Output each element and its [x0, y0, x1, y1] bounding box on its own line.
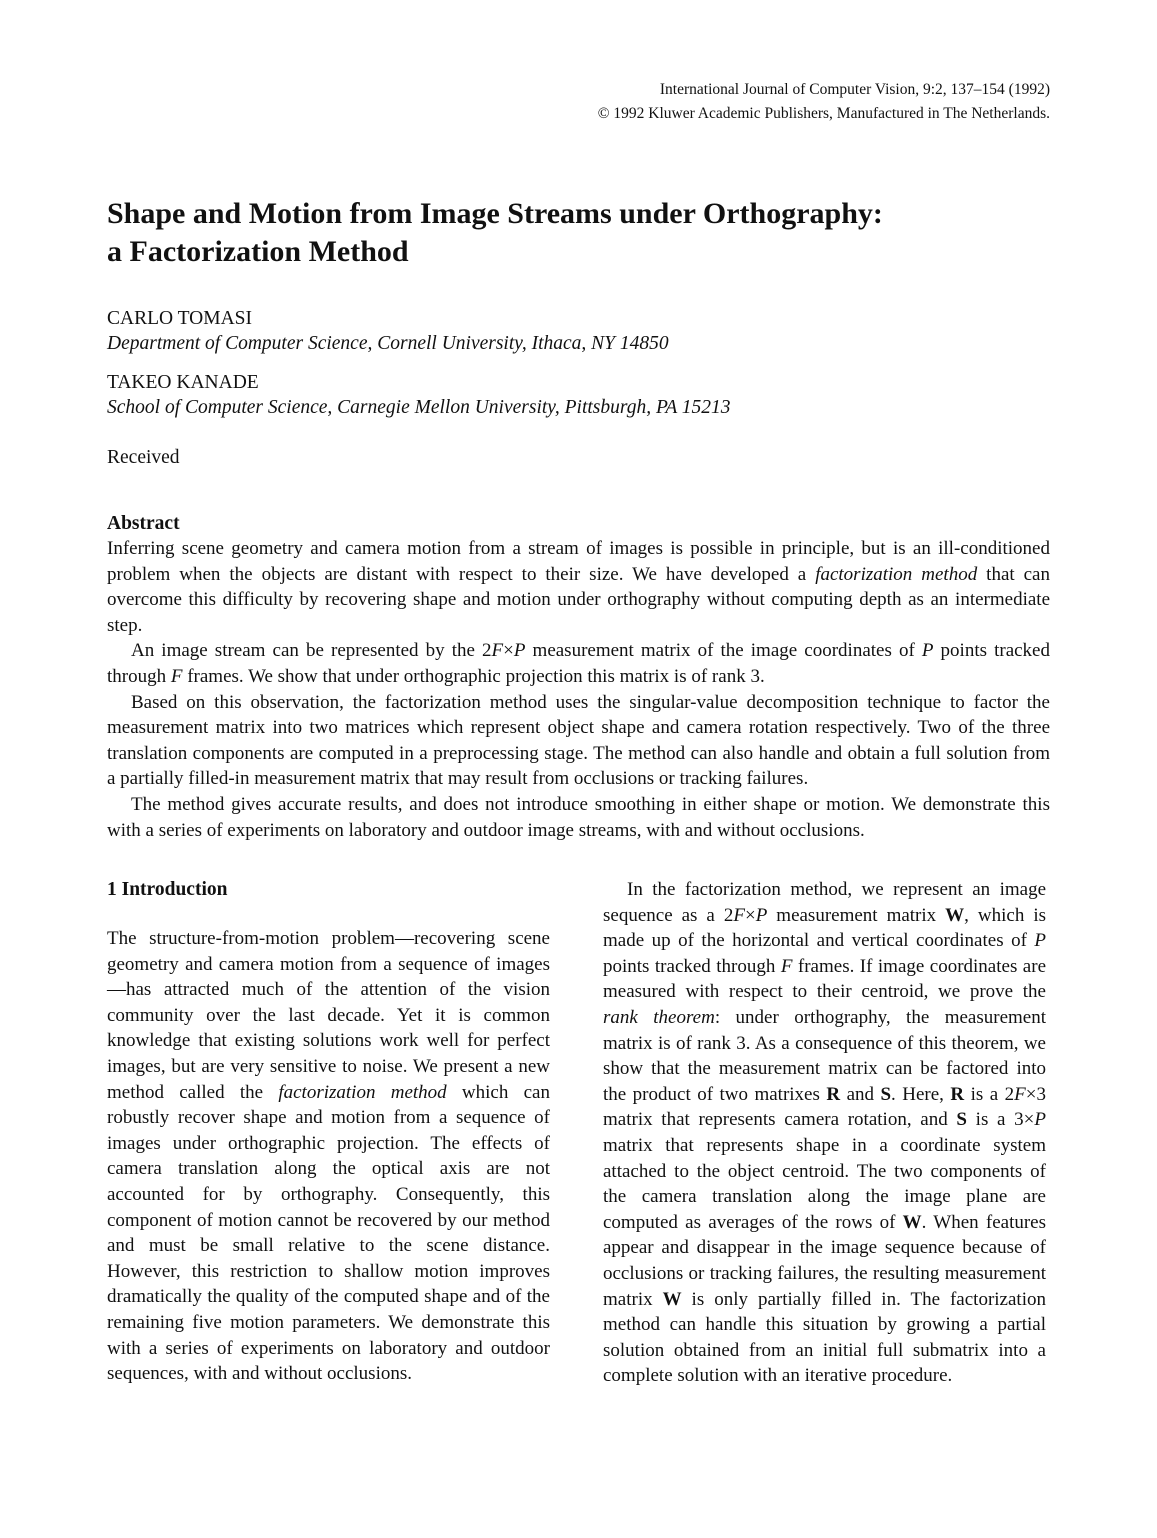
author-name: TAKEO KANADE	[107, 372, 259, 393]
body-paragraph: The structure-from-motion problem—recovering scene geometry and camera motion from a sequence of images—has attracted much of the attention of the vision community over the last decade. Yet it is common knowledge that existing solutions work well for perfect images, but are very sensitive to noise. We present a new method called the factorization method which can robustly recover shape and motion from a sequence of images under orthographic projection. The effects of camera translation along the optical axis are not accounted for by orthography. Consequently, this component of motion cannot be recovered by our method and must be small relative to the scene distance. However, this restriction to shallow motion improves dramatically the quality of the computed shape and of the remaining five motion parameters. We demonstrate this with a series of experiments on laboratory and outdoor sequences, with and without occlusions.	[107, 928, 550, 1385]
intro-right-column	[603, 877, 1046, 1389]
copyright-line: © 1992 Kluwer Academic Publishers, Manufactured in The Netherlands.	[597, 105, 1050, 122]
abstract-paragraph: The method gives accurate results, and does not introduce smoothing in either shape or motion. We demonstrate this with a series of experiments on laboratory and outdoor image streams, with and without occlusions.	[107, 793, 1050, 841]
author-affiliation: Department of Computer Science, Cornell University, Ithaca, NY 14850	[107, 333, 669, 354]
title-line-1: Shape and Motion from Image Streams under Orthography:	[107, 197, 883, 230]
journal-citation: International Journal of Computer Vision, 9:2, 137–154 (1992)	[659, 81, 1050, 98]
abstract-section	[107, 511, 1050, 843]
body-paragraph: In the factorization method, we represent an image sequence as a 2F×P measurement matrix W, which is made up of the horizontal and vertical coordinates of P points tracked through F frames. If image coordinates are measured with respect to their centroid, we prove the rank theorem: under orthography, the measurement matrix is of rank 3. As a consequence of this theorem, we show that the measurement matrix can be factored into the product of two matrixes R and S. Here, R is a 2F×3 matrix that represents camera rotation, and S is a 3×P matrix that represents shape in a coordinate system attached to the object centroid. The two components of the camera translation along the image plane are computed as averages of the rows of W. When features appear and disappear in the image sequence because of occlusions or tracking failures, the resulting measurement matrix W is only partially filled in. The factorization method can handle this situation by growing a partial solution obtained from an initial full submatrix into a complete solution with an iterative procedure.	[603, 879, 1047, 1387]
author-entry	[107, 370, 1057, 420]
paper-title	[107, 195, 1057, 271]
section-heading: 1 Introduction	[107, 879, 228, 900]
journal-header	[598, 78, 1050, 126]
author-name: CARLO TOMASI	[107, 308, 253, 329]
intro-left-column	[107, 877, 550, 1387]
title-line-2: a Factorization Method	[107, 235, 409, 268]
abstract-paragraph: Based on this observation, the factorization method uses the singular-value decomposition technique to factor the measurement matrix into two matrices which represent object shape and camera rotation respectively. Two of the three translation components are computed in a preprocessing stage. The method can also handle and obtain a full solution from a partially filled-in measurement matrix that may result from occlusions or tracking failures.	[107, 691, 1050, 790]
author-affiliation: School of Computer Science, Carnegie Mellon University, Pittsburgh, PA 15213	[107, 397, 731, 418]
abstract-paragraph: An image stream can be represented by the 2F×P measurement matrix of the image coordinates of P points tracked through F frames. We show that under orthographic projection this matrix is of rank 3.	[107, 640, 1050, 687]
abstract-heading: Abstract	[107, 513, 180, 534]
received-date: Received	[107, 447, 180, 468]
author-entry	[107, 306, 1057, 356]
abstract-paragraph: Inferring scene geometry and camera motion from a stream of images is possible in principle, but is an ill-conditioned problem when the objects are distant with respect to their size. We have developed a factorization method that can overcome this difficulty by recovering shape and motion under orthography without computing depth as an intermediate step.	[107, 538, 1050, 636]
author-list	[107, 306, 1057, 434]
